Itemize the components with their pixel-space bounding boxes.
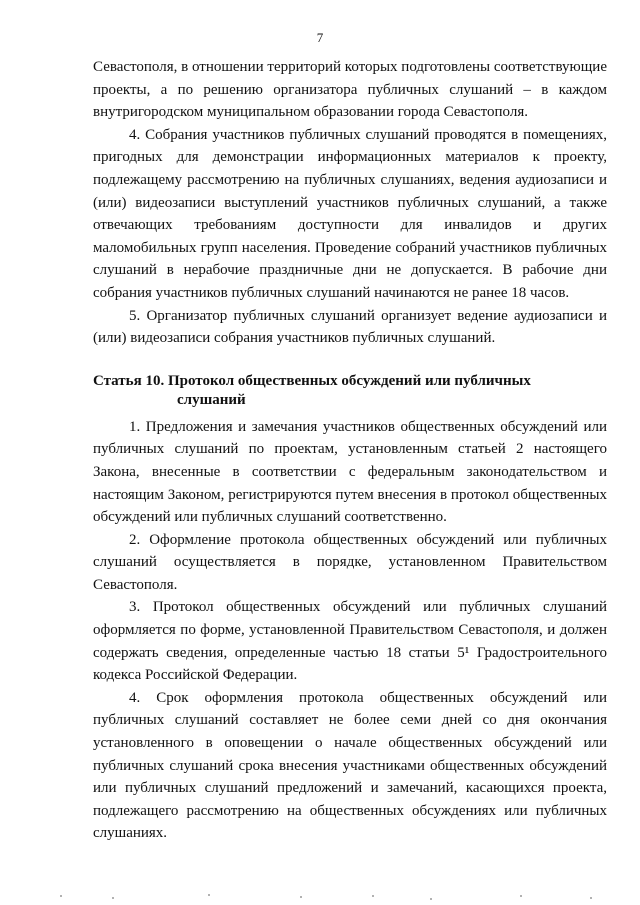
document-body bbox=[93, 56, 607, 845]
scan-artifacts bbox=[0, 893, 640, 901]
paragraph-item-4: 4. Собрания участников публичных слушаний проводятся в помещениях, пригодных для демонстрации информационных материалов к проекту, подлежащему рассмотрению на публичных слушаниях, ведения аудиозаписи и (или) видеозаписи выступлений участников публичных слушаний, а также отвечающих требованиям доступности для инвалидов и других маломобильных групп населения. Проведение собраний участников публичных слушаний в нерабочие праздничные дни не допускается. В рабочие дни собрания участников публичных слушаний начинаются не ранее 18 часов. bbox=[93, 126, 607, 301]
paragraph-item-5: 5. Организатор публичных слушаний организует ведение аудиозаписи и (или) видеозаписи собрания участников публичных слушаний. bbox=[93, 307, 607, 347]
paragraph-continuation: Севастополя, в отношении территорий которых подготовлены соответствующие проекты, а по решению организатора публичных слушаний – в каждом внутригородском муниципальном образовании города Севастополя. bbox=[93, 59, 607, 121]
page-number: 7 bbox=[316, 30, 324, 45]
article-heading-line2: слушаний bbox=[177, 391, 246, 408]
article-paragraph-4: 4. Срок оформления протокола общественных обсуждений или публичных слушаний составляет не более семи дней со дня окончания установленного в оповещении о начале общественных обсуждений или публичных слушаний срока внесения участниками общественных обсуждений или публичных слушаний предложений и замечаний, касающихся проекта, подлежащего рассмотрению на общественных обсуждениях или публичных слушаниях. bbox=[93, 689, 607, 842]
article-paragraph-3: 3. Протокол общественных обсуждений или публичных слушаний оформляется по форме, установленной Правительством Севастополя, и должен содержать сведения, определенные частью 18 статьи 5¹ Градостроительного кодекса Российской Федерации. bbox=[93, 599, 607, 684]
article-heading bbox=[93, 372, 607, 410]
article-heading-line1: Статья 10. Протокол общественных обсуждений или публичных bbox=[93, 372, 531, 389]
article-paragraph-2: 2. Оформление протокола общественных обсуждений или публичных слушаний осуществляется в порядке, установленном Правительством Севастополя. bbox=[93, 531, 607, 593]
article-paragraph-1: 1. Предложения и замечания участников общественных обсуждений или публичных слушаний по проектам, установленным статьей 2 настоящего Закона, внесенные в соответствии с федеральным законодательством и настоящим Законом, регистрируются путем внесения в протокол общественных обсуждений или публичных слушаний соответственно. bbox=[93, 418, 607, 526]
